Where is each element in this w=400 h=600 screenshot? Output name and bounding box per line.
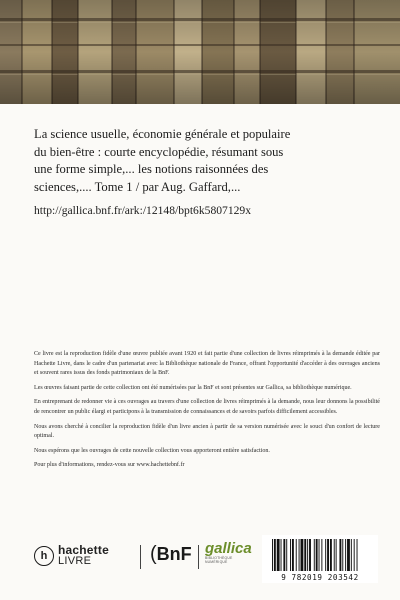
barcode-bar [290, 539, 291, 571]
barcode-bar [286, 539, 287, 571]
description-paragraph: Nous espérons que les ouvrages de cette nouvelle collection vous apporteront entière satisfaction. [34, 447, 270, 454]
barcode-bar [321, 539, 322, 571]
barcode-bar [336, 539, 337, 571]
barcode-bar [327, 539, 329, 571]
barcode-bar [272, 539, 273, 571]
hachette-logo [34, 541, 109, 571]
barcode-bar [304, 539, 306, 571]
barcode-bar [347, 539, 350, 571]
barcode-bar [319, 539, 320, 571]
title-line: La science usuelle, économie générale et populaire [34, 127, 291, 141]
barcode-bar [357, 539, 358, 571]
book-title [34, 126, 374, 196]
gallica-logo [205, 540, 252, 564]
barcode-bar [274, 539, 276, 571]
barcode-bar [334, 539, 335, 571]
hachette-mark-icon: h [34, 546, 54, 566]
logo-divider [198, 545, 199, 569]
hachette-wordmark: hachette [58, 543, 109, 557]
barcode-bar [292, 539, 294, 571]
barcode-bar [330, 539, 332, 571]
barcode-bar [283, 539, 285, 571]
description-paragraph: Les œuvres faisant partie de cette collection ont été numérisées par la BnF et sont présentes sur Gallica, sa bibliothèque numérique. [34, 384, 352, 391]
description-paragraph: Nous avons cherché à concilier la reproduction fidèle d'un livre ancien à partir de sa version numérisée avec le souci d'un confort de lecture optimal. [34, 423, 380, 440]
barcode-bar [314, 539, 315, 571]
barcode-bar [299, 539, 300, 571]
title-line: du bien-être : courte encyclopédie, résumant sous [34, 144, 284, 159]
barcode-bar [345, 539, 346, 571]
barcode-bar [354, 539, 355, 571]
barcode-bar [316, 539, 318, 571]
description-paragraph: Ce livre est la reproduction fidèle d'une œuvre publiée avant 1920 et fait partie d'une collection de livres réimprimés à la demande éditée par Hachette Livre, dans le cadre d'un partenariat avec la Bibliothèque nationale de France, offrant l'opportunité d'accéder à des ouvrages anciens et souvent rares issus des fonds patrimoniaux de la BnF. [34, 351, 380, 377]
logo-divider [140, 545, 141, 569]
title-line: sciences,.... Tome 1 / par Aug. Gaffard,... [34, 179, 241, 194]
bookshelf-photo [0, 0, 400, 104]
livre-wordmark: LIVRE [58, 555, 92, 567]
barcode-bar [342, 539, 343, 571]
gallica-wordmark: gallica [205, 540, 252, 557]
title-line: une forme simple,... les notions raisonnées des [34, 162, 269, 176]
barcode-bar [351, 539, 352, 571]
isbn-digits: 9 782019 203542 [281, 573, 359, 582]
collection-description [34, 350, 380, 476]
bookshelf-illustration [0, 0, 400, 104]
bnf-logo: (BnF [150, 543, 192, 565]
barcode-bar [277, 539, 280, 571]
barcode-bar [307, 539, 308, 571]
description-paragraph: Pour plus d'informations, rendez-vous sur www.hachettebnf.fr [34, 462, 185, 469]
barcode-bar [281, 539, 282, 571]
footer [0, 535, 400, 585]
description-paragraph: En entreprenant de redonner vie à ces ouvrages au travers d'une collection de livres réimprimés à la demande, nous leur donnons la possibilité de rencontrer un public élargi et participons à la transmission de connaissances et de savoirs parfois difficilement accessibles. [34, 399, 380, 415]
barcode-bar [325, 539, 326, 571]
gallica-url: http://gallica.bnf.fr/ark:/12148/bpt6k5807129x [34, 204, 252, 217]
gallica-subtitle: BIBLIOTHÈQUE NUMÉRIQUE [205, 556, 233, 564]
barcode-bar [301, 539, 304, 571]
barcode-bar [296, 539, 297, 571]
barcode-bar [309, 539, 311, 571]
barcode-bar [339, 539, 341, 571]
